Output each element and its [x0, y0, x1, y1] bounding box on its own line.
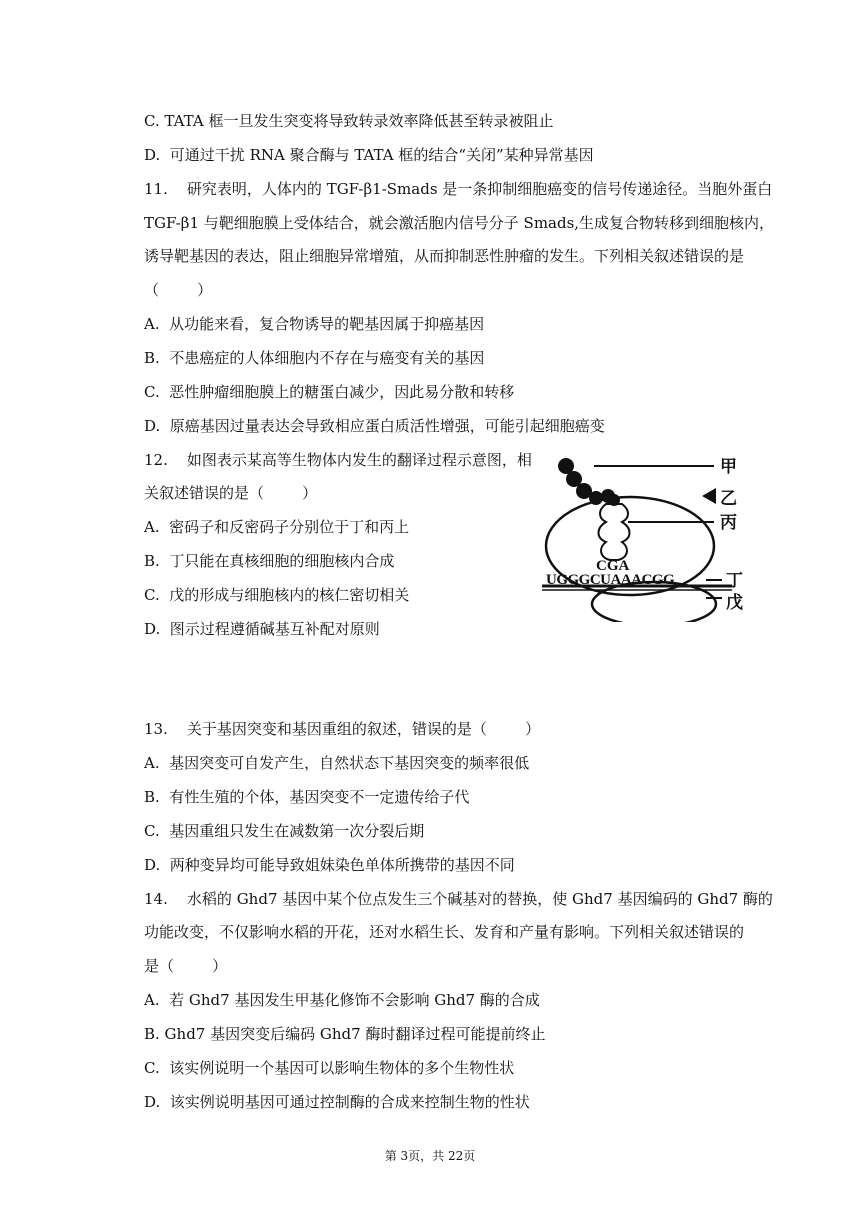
q13-stem: 13. 关于基因突变和基因重组的叙述，错误的是（ ） [144, 720, 541, 738]
q11-option-a: A. 从功能来看，复合物诱导的靶基因属于抑癌基因 [144, 315, 485, 333]
q11-answer-blank: （ ） [144, 281, 213, 299]
amino-acid-bead [589, 491, 603, 505]
q14-stem-line-3: 是（ ） [144, 957, 228, 975]
q10-option-d: D. 可通过干扰 RNA 聚合酶与 TATA 框的结合“关闭”某种异常基因 [144, 146, 594, 164]
label-yi: 乙 [720, 489, 737, 509]
translation-diagram [536, 452, 752, 622]
q14-option-a: A. 若 Ghd7 基因发生甲基化修饰不会影响 Ghd7 酶的合成 [144, 991, 540, 1009]
q12-option-c: C. 戊的形成与细胞核内的核仁密切相关 [144, 586, 410, 604]
ribosome-small-subunit [592, 582, 716, 622]
q12-stem-line-1: 12. 如图表示某高等生物体内发生的翻译过程示意图，相 [144, 451, 532, 469]
q13-option-c: C. 基因重组只发生在减数第一次分裂后期 [144, 822, 425, 840]
q13-option-b: B. 有性生殖的个体，基因突变不一定遗传给子代 [144, 788, 470, 806]
q14-option-b: B. Ghd7 基因突变后编码 Ghd7 酶时翻译过程可能提前终止 [144, 1025, 546, 1043]
mrna-sequence-label: UGGGCUAAACGG [546, 572, 675, 588]
q12-option-a: A. 密码子和反密码子分别位于丁和丙上 [144, 518, 410, 536]
arrow-yi-icon [702, 488, 716, 504]
q11-stem-line-2: TGF-β1 与靶细胞膜上受体结合，就会激活胞内信号分子 Smads,生成复合物转移到细胞核内， [144, 214, 775, 232]
q11-stem-line-3: 诱导靶基因的表达，阻止细胞异常增殖，从而抑制恶性肿瘤的发生。下列相关叙述错误的是 [144, 247, 745, 265]
page-footer: 第 3页，共 22页 [384, 1149, 476, 1163]
trna-amino-acid [608, 494, 620, 506]
q11-option-d: D. 原癌基因过量表达会导致相应蛋白质活性增强，可能引起细胞癌变 [144, 417, 605, 435]
q12-option-d: D. 图示过程遵循碱基互补配对原则 [144, 620, 380, 638]
label-wu: 戊 [726, 593, 743, 613]
label-ding: 丁 [726, 571, 743, 591]
q14-stem-line-2: 功能改变，不仅影响水稻的开花，还对水稻生长、发育和产量有影响。下列相关叙述错误的 [144, 923, 745, 941]
anticodon-label: CGA [596, 558, 630, 574]
q14-stem-line-1: 14. 水稻的 Ghd7 基因中某个位点发生三个碱基对的替换，使 Ghd7 基因编码的 Ghd7 酶的 [144, 890, 773, 908]
label-jia: 甲 [720, 457, 737, 477]
label-bing: 丙 [720, 513, 737, 533]
q11-option-b: B. 不患癌症的人体细胞内不存在与癌变有关的基因 [144, 349, 485, 367]
q11-option-c: C. 恶性肿瘤细胞膜上的糖蛋白减少，因此易分散和转移 [144, 383, 515, 401]
trna-molecule [599, 504, 630, 560]
q12-stem-line-2: 关叙述错误的是（ ） [144, 484, 318, 502]
q14-option-d: D. 该实例说明基因可通过控制酶的合成来控制生物的性状 [144, 1093, 530, 1111]
q10-option-c: C. TATA 框一旦发生突变将导致转录效率降低甚至转录被阻止 [144, 112, 554, 130]
q13-option-a: A. 基因突变可自发产生，自然状态下基因突变的频率很低 [144, 754, 530, 772]
q11-stem-line-1: 11. 研究表明，人体内的 TGF-β1-Smads 是一条抑制细胞癌变的信号传递途径。当胞外蛋白 [144, 180, 773, 198]
q12-option-b: B. 丁只能在真核细胞的细胞核内合成 [144, 552, 395, 570]
q13-option-d: D. 两种变异均可能导致姐妹染色单体所携带的基因不同 [144, 856, 515, 874]
q14-option-c: C. 该实例说明一个基因可以影响生物体的多个生物性状 [144, 1059, 515, 1077]
